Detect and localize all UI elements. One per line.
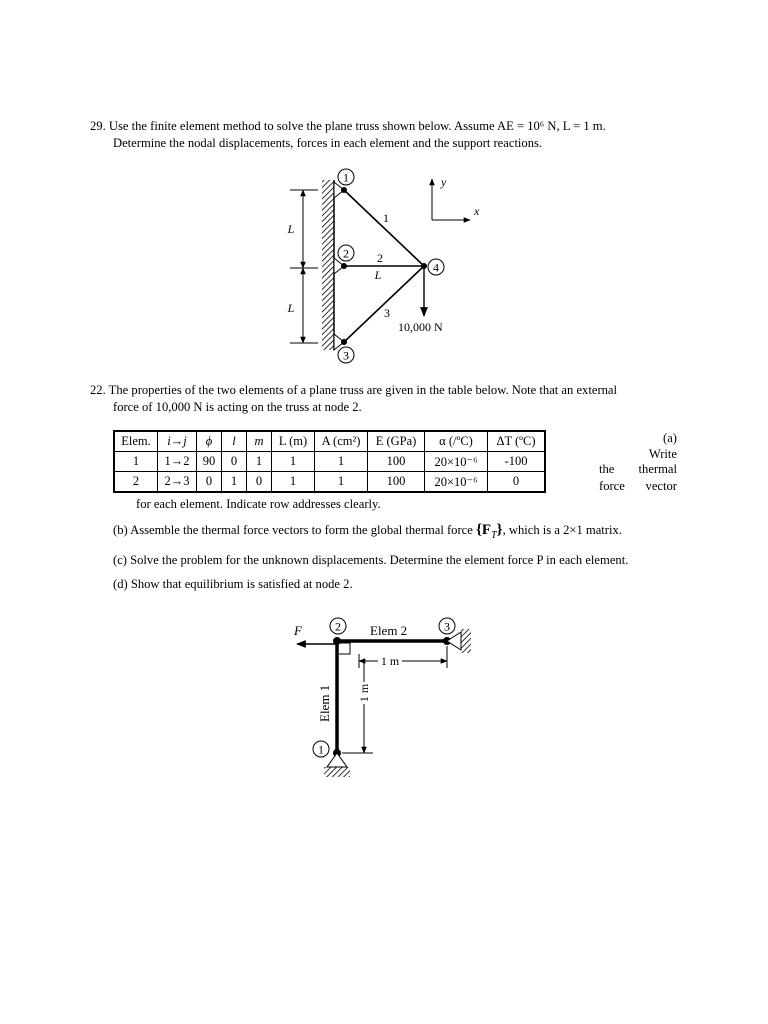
part-a-write: Write [648,447,677,461]
node-label-2-fig2: 2 [335,619,341,634]
table-cell: 20×10⁻⁶ [425,452,488,472]
problem-29-number: 29. [90,119,106,133]
table-cell: 0 [488,472,546,493]
dim-label-upper: L [287,222,295,236]
table-cell: 20×10⁻⁶ [425,472,488,493]
node-label-3-fig2: 3 [444,619,450,634]
load-label: 10,000 N [398,320,443,334]
force-label: F [294,623,302,638]
part-b-text: (b) Assemble the thermal force vectors to form the global thermal force [113,523,476,537]
table-header: i→j [158,431,197,452]
table-header: A (cm²) [315,431,368,452]
table-header: ΔT (ºC) [488,431,546,452]
thermal-force-symbol: $\{F_T\}$ [476,522,503,541]
table-header: ϕ [197,431,222,452]
table-header: L (m) [272,431,315,452]
table-header: Elem. [114,431,158,452]
dim-label-lower: L [287,301,295,315]
table-header: α (/ºC) [425,431,488,452]
table-cell: 1 [315,472,368,493]
node-label-2: 2 [343,246,349,261]
table-cell: 1 [222,472,247,493]
table-cell: 100 [368,452,425,472]
problem-22-text-1: The properties of the two elements of a plane truss are given in the table below. Note that an external [108,383,618,397]
table-cell: 1 [272,452,315,472]
table-cell: 1→2 [158,452,197,472]
part-a-label: (a) [663,431,677,445]
node-label-1-fig2: 1 [318,742,324,757]
right-angle-mark [339,643,350,654]
problem-22-number: 22. [90,383,106,397]
part-a-word: vector [645,479,677,493]
part-a-word: force [599,479,625,493]
problem-22-line2: force of 10,000 N is acting on the truss at node 2. [113,399,362,414]
dim-h-label: 1 m [380,654,400,668]
table-cell: 1 [272,472,315,493]
table-cell: -100 [488,452,546,472]
node-label-1: 1 [343,170,349,185]
x-axis-label: x [474,204,480,218]
part-c: (c) Solve the problem for the unknown displacements. Determine the element force P in each element. [113,553,629,567]
dim-v-label: 1 m [357,683,371,703]
part-d: (d) Show that equilibrium is satisfied at node 2. [113,577,353,591]
y-axis-label: y [441,175,447,189]
table-cell: 2→3 [158,472,197,493]
elem-2-label: Elem 2 [370,623,408,638]
pin-support-node-3 [447,632,461,650]
problem-29-text-1: Use the finite element method to solve the plane truss shown below. Assume AE = 10⁶ N, L = 1 m. [108,119,606,133]
elem-1-label: Elem 1 [317,684,332,722]
part-a-word: thermal [638,462,677,476]
wall-node-3 [461,629,471,653]
table-cell: 1 [114,452,158,472]
element-label-3: 3 [384,306,390,320]
table-header: E (GPa) [368,431,425,452]
table-cell: 1 [315,452,368,472]
table-header: l [222,431,247,452]
table-cell: 1 [247,452,272,472]
node-label-3: 3 [343,348,349,363]
part-a-continuation: for each element. Indicate row addresses clearly. [136,497,381,511]
table-cell: 0 [222,452,247,472]
part-b-text-end: , which is a 2×1 matrix. [502,523,622,537]
problem-29-line2: Determine the nodal displacements, forces in each element and the support reactions. [113,135,543,150]
part-a-word: the [599,462,615,476]
node-label-4: 4 [433,260,439,275]
length-label-member-2: L [374,268,382,282]
table-cell: 90 [197,452,222,472]
pin-support-node-1 [327,753,347,767]
table-cell: 0 [197,472,222,493]
ground-node-1 [324,767,350,777]
table-cell: 0 [247,472,272,493]
element-label-2: 2 [377,251,383,265]
table-header: m [247,431,272,452]
table-cell: 2 [114,472,158,493]
element-label-1: 1 [383,211,389,225]
table-cell: 100 [368,472,425,493]
